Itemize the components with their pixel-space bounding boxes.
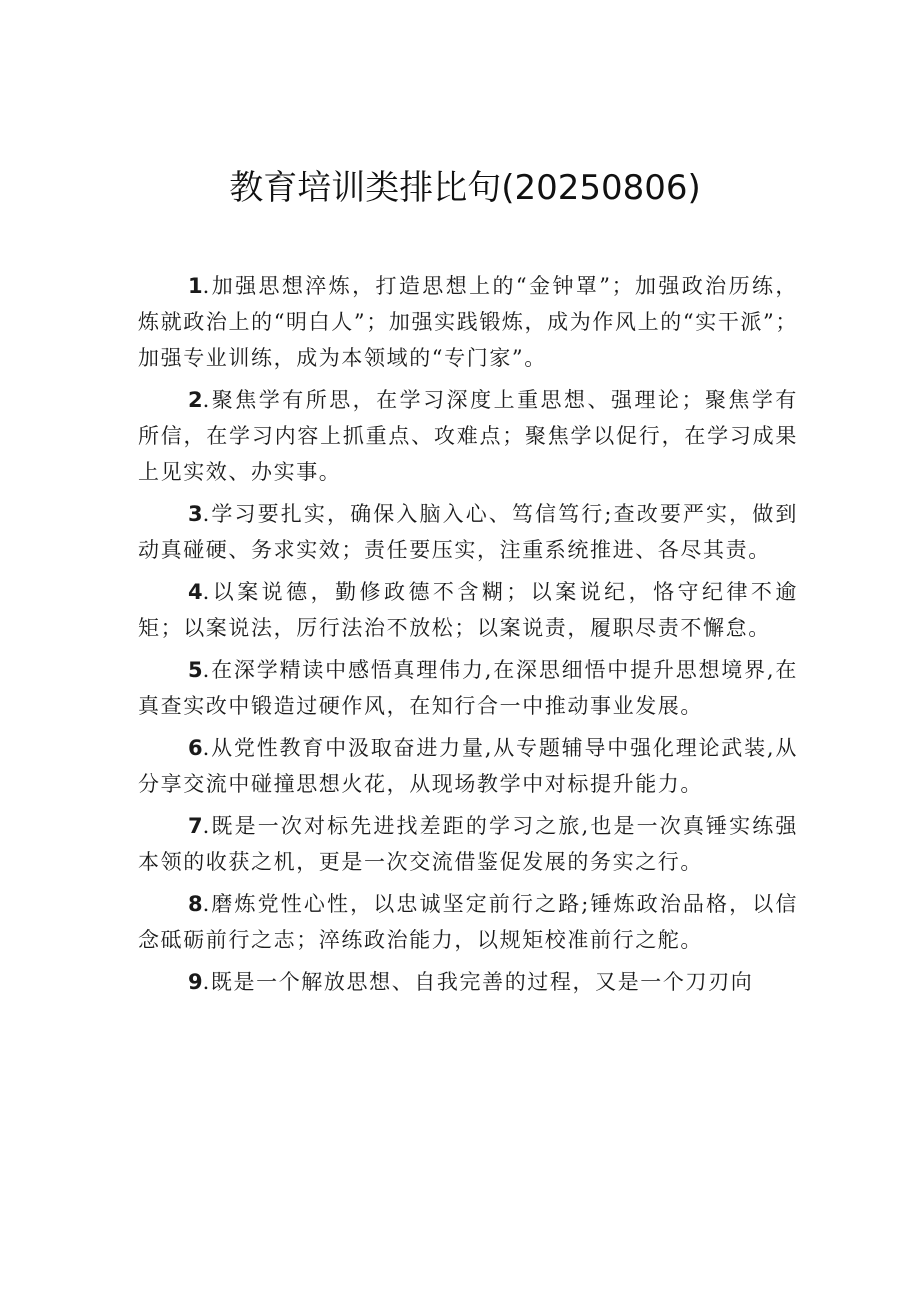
paragraph-text: .从党性教育中汲取奋进力量,从专题辅导中强化理论武装,从分享交流中碰撞思想火花，从现场教学中对标提升能力。 — [138, 736, 798, 796]
paragraph-1 — [138, 268, 798, 376]
paragraph-number: 7 — [188, 814, 203, 838]
paragraph-number: 3 — [188, 502, 203, 526]
document-body — [138, 268, 798, 1006]
paragraph-number: 5 — [188, 658, 203, 682]
document-title: 教育培训类排比句(20250806) — [229, 168, 701, 208]
paragraph-text: .在深学精读中感悟真理伟力,在深思细悟中提升思想境界,在真查实改中锻造过硬作风，在知行合一中推动事业发展。 — [138, 658, 798, 718]
paragraph-5 — [138, 652, 798, 724]
paragraph-6 — [138, 730, 798, 802]
paragraph-4 — [138, 574, 798, 646]
paragraph-text: .磨炼党性心性，以忠诚坚定前行之路;锤炼政治品格，以信念砥砺前行之志；淬练政治能力，以规矩校准前行之舵。 — [138, 892, 798, 952]
paragraph-9 — [138, 964, 798, 1000]
paragraph-number: 9 — [188, 970, 203, 994]
paragraph-2 — [138, 382, 798, 490]
paragraph-7 — [138, 808, 798, 880]
paragraph-text: .聚焦学有所思，在学习深度上重思想、强理论；聚焦学有所信，在学习内容上抓重点、攻难点；聚焦学以促行，在学习成果上见实效、办实事。 — [138, 388, 798, 484]
paragraph-number: 2 — [188, 388, 203, 412]
paragraph-3 — [138, 496, 798, 568]
paragraph-text: .既是一次对标先进找差距的学习之旅,也是一次真锤实练强本领的收获之机，更是一次交流借鉴促发展的务实之行。 — [138, 814, 798, 874]
paragraph-number: 6 — [188, 736, 203, 760]
paragraph-text: .加强思想淬炼，打造思想上的“金钟罩”；加强政治历练，炼就政治上的“明白人”；加强实践锻炼，成为作风上的“实干派”；加强专业训练，成为本领域的“专门家”。 — [138, 274, 798, 370]
paragraph-number: 8 — [188, 892, 203, 916]
paragraph-text: .既是一个解放思想、自我完善的过程，又是一个刀刃向 — [202, 970, 754, 994]
paragraph-number: 4 — [188, 580, 203, 604]
paragraph-number: 1 — [188, 274, 203, 298]
paragraph-8 — [138, 886, 798, 958]
paragraph-text: .学习要扎实，确保入脑入心、笃信笃行;查改要严实，做到动真碰硬、务求实效；责任要压实，注重系统推进、各尽其责。 — [138, 502, 798, 562]
paragraph-text: .以案说德，勤修政德不含糊；以案说纪，恪守纪律不逾矩；以案说法，厉行法治不放松；以案说责，履职尽责不懈怠。 — [138, 580, 798, 640]
